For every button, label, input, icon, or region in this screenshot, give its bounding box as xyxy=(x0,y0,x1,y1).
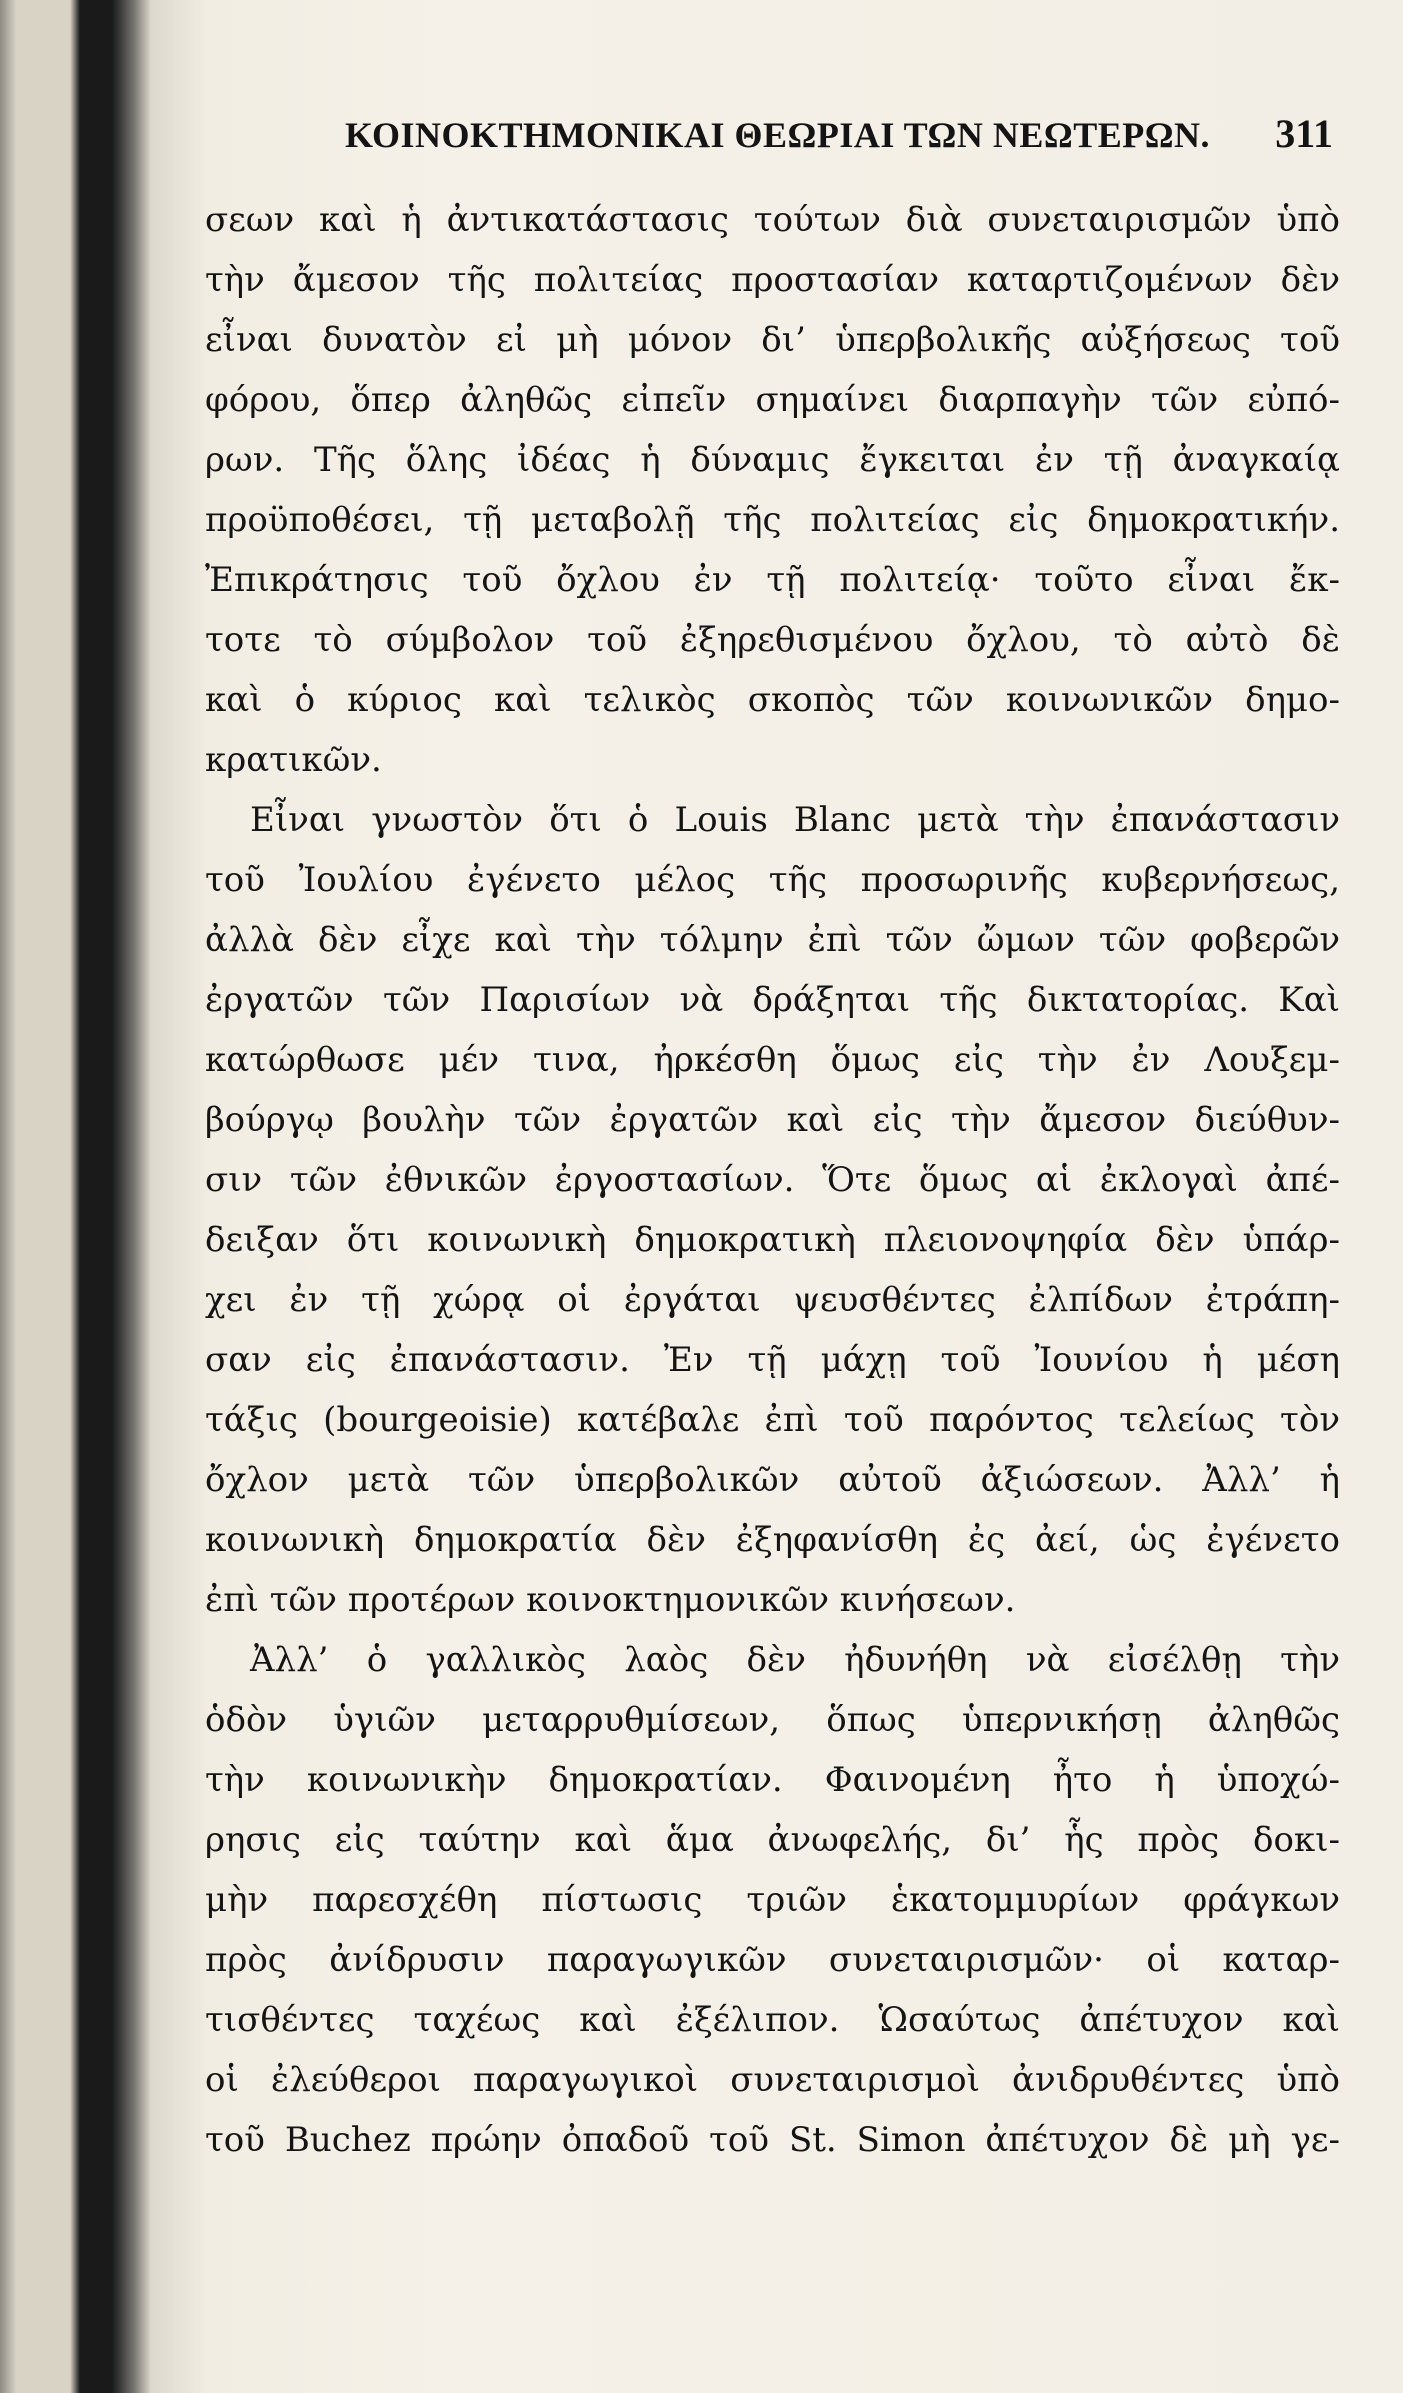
text-line: τοῦ Ἰουλίου ἐγένετο μέλος τῆς προσωρινῆς κυβερνήσεως, xyxy=(205,860,1340,900)
text-line: χει ἐν τῇ χώρᾳ οἱ ἐργάται ψευσθέντες ἐλπίδων ἐτράπη- xyxy=(205,1280,1340,1320)
page-number: 311 xyxy=(1275,111,1333,156)
text-line: τοτε τὸ σύμβολον τοῦ ἐξηρεθισμένου ὄχλου, τὸ αὐτὸ δὲ xyxy=(205,620,1340,660)
text-line: ἐργατῶν τῶν Παρισίων νὰ δράξηται τῆς δικτατορίας. Καὶ xyxy=(205,980,1340,1020)
text-line: καὶ ὁ κύριος καὶ τελικὸς σκοπὸς τῶν κοινωνικῶν δημο- xyxy=(205,680,1340,720)
text-line: τισθέντες ταχέως καὶ ἐξέλιπον. Ὡσαύτως ἀπέτυχον καὶ xyxy=(205,2000,1340,2040)
text-line: σιν τῶν ἐθνικῶν ἐργοστασίων. Ὅτε ὅμως αἱ ἐκλογαὶ ἀπέ- xyxy=(205,1160,1340,1200)
text-line: οἱ ἐλεύθεροι παραγωγικοὶ συνεταιρισμοὶ ἀνιδρυθέντες ὑπὸ xyxy=(205,2060,1340,2100)
text-line: κοινωνικὴ δημοκρατία δὲν ἐξηφανίσθη ἐς ἀεί, ὡς ἐγένετο xyxy=(205,1520,1340,1560)
text-line: τοῦ Buchez πρώην ὀπαδοῦ τοῦ St. Simon ἀπέτυχον δὲ μὴ γε- xyxy=(205,2120,1340,2160)
text-line: ἀλλὰ δὲν εἶχε καὶ τὴν τόλμην ἐπὶ τῶν ὤμων τῶν φοβερῶν xyxy=(205,920,1340,960)
page-header xyxy=(195,110,1335,170)
text-line: μὴν παρεσχέθη πίστωσις τριῶν ἑκατομμυρίων φράγκων xyxy=(205,1880,1340,1920)
text-line: τάξις (bourgeoisie) κατέβαλε ἐπὶ τοῦ παρόντος τελείως τὸν xyxy=(205,1400,1340,1440)
text-line: κατώρθωσε μέν τινα, ἠρκέσθη ὅμως εἰς τὴν ἐν Λουξεμ- xyxy=(205,1040,1340,1080)
text-line: Ἀλλ’ ὁ γαλλικὸς λαὸς δὲν ἠδυνήθη νὰ εἰσέλθῃ τὴν xyxy=(250,1640,1340,1680)
text-line: Ἐπικράτησις τοῦ ὄχλου ἐν τῇ πολιτείᾳ· τοῦτο εἶναι ἔκ- xyxy=(205,560,1340,600)
text-line: προϋποθέσει, τῇ μεταβολῇ τῆς πολιτείας εἰς δημοκρατικήν. xyxy=(205,500,1340,540)
text-line: σεων καὶ ἡ ἀντικατάστασις τούτων διὰ συνεταιρισμῶν ὑπὸ xyxy=(205,200,1340,240)
text-line: εἶναι δυνατὸν εἰ μὴ μόνον δι’ ὑπερβολικῆς αὐξήσεως τοῦ xyxy=(205,320,1340,360)
text-line: Εἶναι γνωστὸν ὅτι ὁ Louis Blanc μετὰ τὴν ἐπανάστασιν xyxy=(250,800,1340,840)
text-line: δειξαν ὅτι κοινωνικὴ δημοκρατικὴ πλειονοψηφία δὲν ὑπάρ- xyxy=(205,1220,1340,1260)
text-line: ἐπὶ τῶν προτέρων κοινοκτημονικῶν κινήσεων. xyxy=(205,1580,1016,1620)
text-line: τὴν ἄμεσον τῆς πολιτείας προστασίαν καταρτιζομένων δὲν xyxy=(205,260,1340,300)
text-line: σαν εἰς ἐπανάστασιν. Ἐν τῇ μάχῃ τοῦ Ἰουνίου ἡ μέση xyxy=(205,1340,1340,1380)
text-line: πρὸς ἀνίδρυσιν παραγωγικῶν συνεταιρισμῶν· οἱ καταρ- xyxy=(205,1940,1340,1980)
body-text xyxy=(205,190,1340,2170)
text-line: φόρου, ὅπερ ἀληθῶς εἰπεῖν σημαίνει διαρπαγὴν τῶν εὐπό- xyxy=(205,380,1340,420)
text-line: ὄχλον μετὰ τῶν ὑπερβολικῶν αὐτοῦ ἀξιώσεων. Ἀλλ’ ἡ xyxy=(205,1460,1340,1500)
page-edge xyxy=(0,0,16,2393)
text-line: κρατικῶν. xyxy=(205,740,382,780)
text-line: τὴν κοινωνικὴν δημοκρατίαν. Φαινομένη ἦτο ἡ ὑποχώ- xyxy=(205,1760,1340,1800)
running-title: ΚΟΙΝΟΚΤΗΜΟΝΙΚΑΙ ΘΕΩΡΙΑΙ ΤΩΝ ΝΕΩΤΕΡΩΝ. xyxy=(345,115,1211,155)
text-line: βούργῳ βουλὴν τῶν ἐργατῶν καὶ εἰς τὴν ἄμεσον διεύθυν- xyxy=(205,1100,1340,1140)
text-line: ρησις εἰς ταύτην καὶ ἅμα ἀνωφελής, δι’ ἧς πρὸς δοκι- xyxy=(205,1820,1340,1860)
text-line: ὁδὸν ὑγιῶν μεταρρυθμίσεων, ὅπως ὑπερνικήσῃ ἀληθῶς xyxy=(205,1700,1340,1740)
text-line: ρων. Τῆς ὅλης ἰδέας ἡ δύναμις ἔγκειται ἐν τῇ ἀναγκαίᾳ xyxy=(205,440,1340,480)
binding-shadow xyxy=(0,0,150,2393)
